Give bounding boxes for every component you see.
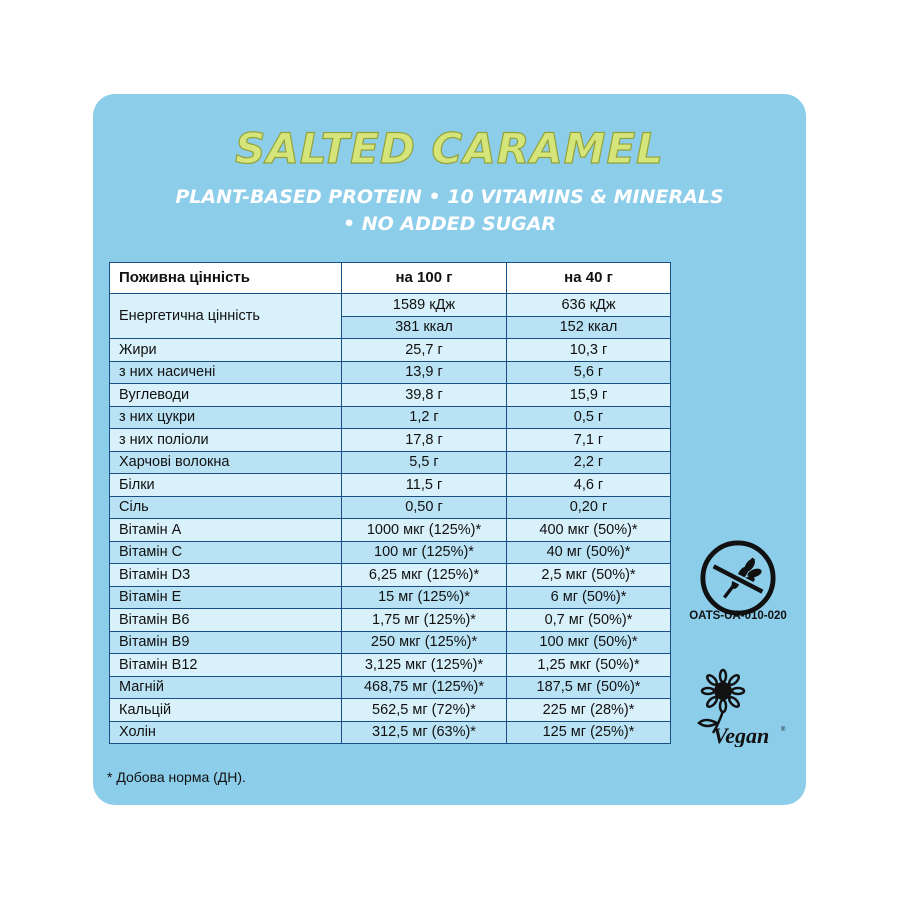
product-subtitle bbox=[93, 184, 806, 238]
table-row bbox=[110, 519, 671, 542]
value-per-40g: 0,7 мг (50%)* bbox=[507, 609, 671, 632]
value-per-40g: 7,1 г bbox=[507, 429, 671, 452]
value-per-40g: 4,6 г bbox=[507, 474, 671, 497]
table-row bbox=[110, 429, 671, 452]
nutrient-name: Вітамін B12 bbox=[110, 654, 342, 677]
table-header-row bbox=[110, 263, 671, 294]
value-per-100g: 11,5 г bbox=[342, 474, 507, 497]
vegan-sunflower-icon bbox=[683, 667, 787, 747]
nutrient-name: Вітамін D3 bbox=[110, 564, 342, 587]
energy-kj-100: 1589 кДж bbox=[342, 294, 507, 317]
value-per-100g: 13,9 г bbox=[342, 361, 507, 384]
value-per-100g: 39,8 г bbox=[342, 384, 507, 407]
nutrient-name: Вітамін Е bbox=[110, 586, 342, 609]
vegan-label: Vegan bbox=[713, 723, 770, 747]
table-row bbox=[110, 451, 671, 474]
product-title: SALTED CARAMEL bbox=[235, 124, 664, 173]
table-row bbox=[110, 496, 671, 519]
nutrient-name: Магній bbox=[110, 676, 342, 699]
nutrient-name: з них поліоли bbox=[110, 429, 342, 452]
value-per-40g: 5,6 г bbox=[507, 361, 671, 384]
table-row bbox=[110, 631, 671, 654]
svg-text:®: ® bbox=[781, 727, 786, 733]
crossed-grain-icon bbox=[699, 539, 777, 617]
value-per-100g: 468,75 мг (125%)* bbox=[342, 676, 507, 699]
table-row bbox=[110, 586, 671, 609]
footnote: * Добова норма (ДН). bbox=[107, 769, 246, 785]
energy-row-kj bbox=[110, 294, 671, 317]
nutrient-name: з них цукри bbox=[110, 406, 342, 429]
value-per-40g: 0,20 г bbox=[507, 496, 671, 519]
value-per-100g: 312,5 мг (63%)* bbox=[342, 721, 507, 744]
nutrient-name: Вітамін С bbox=[110, 541, 342, 564]
table-row bbox=[110, 474, 671, 497]
energy-kcal-100: 381 ккал bbox=[342, 316, 507, 339]
table-row bbox=[110, 676, 671, 699]
value-per-40g: 15,9 г bbox=[507, 384, 671, 407]
nutrition-table bbox=[109, 262, 671, 744]
value-per-40g: 10,3 г bbox=[507, 339, 671, 362]
nutrient-name: Сіль bbox=[110, 496, 342, 519]
table-row bbox=[110, 361, 671, 384]
gluten-free-code: OATS-UA-010-020 bbox=[689, 610, 787, 622]
table-row bbox=[110, 564, 671, 587]
value-per-100g: 0,50 г bbox=[342, 496, 507, 519]
energy-kcal-40: 152 ккал bbox=[507, 316, 671, 339]
value-per-40g: 187,5 мг (50%)* bbox=[507, 676, 671, 699]
header-per-40g: на 40 г bbox=[507, 263, 671, 294]
nutrient-name: Вітамін B6 bbox=[110, 609, 342, 632]
subtitle-line-2: • NO ADDED SUGAR bbox=[342, 213, 557, 235]
nutrient-name: Білки bbox=[110, 474, 342, 497]
nutrient-name: Вітамін B9 bbox=[110, 631, 342, 654]
value-per-100g: 1,2 г bbox=[342, 406, 507, 429]
table-row bbox=[110, 654, 671, 677]
table-row bbox=[110, 384, 671, 407]
value-per-40g: 0,5 г bbox=[507, 406, 671, 429]
table-row bbox=[110, 541, 671, 564]
nutrient-name: Вуглеводи bbox=[110, 384, 342, 407]
value-per-40g: 2,5 мкг (50%)* bbox=[507, 564, 671, 587]
nutrient-name: Кальцій bbox=[110, 699, 342, 722]
subtitle-line-1: PLANT-BASED PROTEIN • 10 VITAMINS & MINERALS bbox=[175, 186, 724, 208]
value-per-40g: 400 мкг (50%)* bbox=[507, 519, 671, 542]
value-per-100g: 25,7 г bbox=[342, 339, 507, 362]
value-per-100g: 3,125 мкг (125%)* bbox=[342, 654, 507, 677]
table-row bbox=[110, 721, 671, 744]
value-per-40g: 1,25 мкг (50%)* bbox=[507, 654, 671, 677]
value-per-40g: 125 мг (25%)* bbox=[507, 721, 671, 744]
value-per-100g: 15 мг (125%)* bbox=[342, 586, 507, 609]
table-row bbox=[110, 339, 671, 362]
value-per-100g: 1,75 мг (125%)* bbox=[342, 609, 507, 632]
table-row bbox=[110, 609, 671, 632]
value-per-100g: 250 мкг (125%)* bbox=[342, 631, 507, 654]
value-per-100g: 6,25 мкг (125%)* bbox=[342, 564, 507, 587]
energy-label: Енергетична цінність bbox=[110, 294, 342, 339]
nutrient-name: Жири bbox=[110, 339, 342, 362]
value-per-100g: 100 мг (125%)* bbox=[342, 541, 507, 564]
nutrient-name: з них насичені bbox=[110, 361, 342, 384]
nutrient-name: Холін bbox=[110, 721, 342, 744]
table-row bbox=[110, 699, 671, 722]
value-per-40g: 225 мг (28%)* bbox=[507, 699, 671, 722]
value-per-100g: 562,5 мг (72%)* bbox=[342, 699, 507, 722]
nutrient-name: Харчові волокна bbox=[110, 451, 342, 474]
value-per-40g: 6 мг (50%)* bbox=[507, 586, 671, 609]
value-per-40g: 100 мкг (50%)* bbox=[507, 631, 671, 654]
header-per-100g: на 100 г bbox=[342, 263, 507, 294]
header-nutrition: Поживна цінність bbox=[110, 263, 342, 294]
table-row bbox=[110, 406, 671, 429]
value-per-100g: 17,8 г bbox=[342, 429, 507, 452]
value-per-40g: 2,2 г bbox=[507, 451, 671, 474]
value-per-100g: 5,5 г bbox=[342, 451, 507, 474]
energy-kj-40: 636 кДж bbox=[507, 294, 671, 317]
label-card bbox=[93, 94, 806, 805]
value-per-40g: 40 мг (50%)* bbox=[507, 541, 671, 564]
value-per-100g: 1000 мкг (125%)* bbox=[342, 519, 507, 542]
nutrient-name: Вітамін А bbox=[110, 519, 342, 542]
